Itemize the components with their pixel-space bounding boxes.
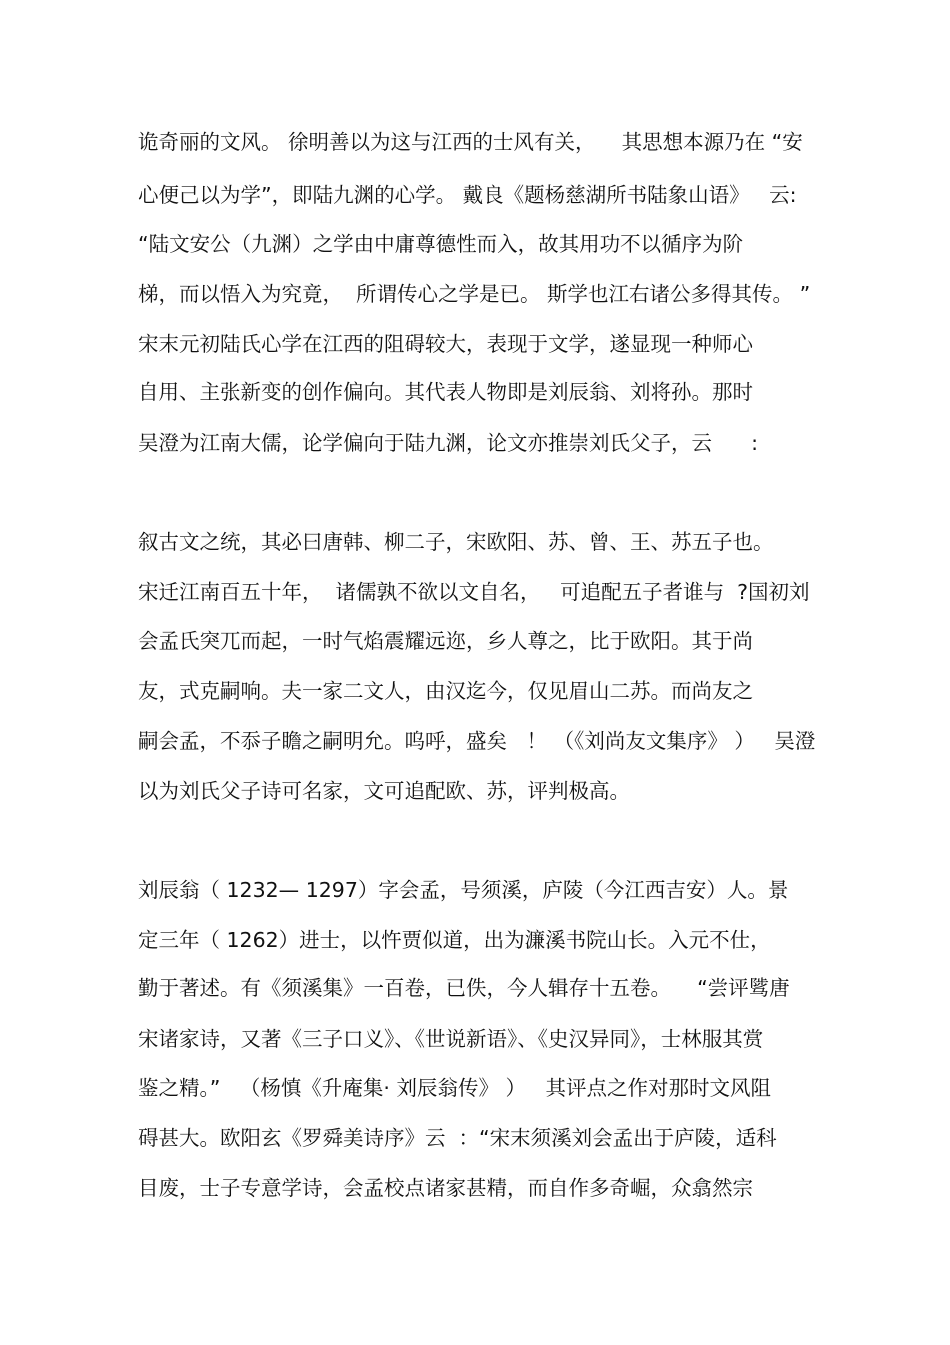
- text-line: 宋末元初陆氏心学在江西的阻碍较大，表现于文学，遂显现一种师心: [138, 332, 753, 356]
- text-line: 以为刘氏父子诗可名家，文可追配欧、苏，评判极高。: [138, 779, 630, 803]
- text-line: 诡奇丽的文风。 徐明善以为这与江西的士风有关， 其思想本源乃在 “安: [138, 130, 803, 154]
- text-line: 鉴之精。” （杨慎《升庵集· 刘辰翁传》 ） 其评点之作对那时文风阻: [138, 1076, 772, 1100]
- text-line: 勤于著述。有《须溪集》一百卷，已佚，今人辑存十五卷。 “尝评骘唐: [138, 976, 790, 1000]
- text-line: 目废，士子专意学诗，会孟校点诸家甚精，而自作多奇崛，众翕然宗: [138, 1176, 753, 1200]
- text-line: 自用、主张新变的创作偏向。其代表人物即是刘辰翁、刘将孙。那时: [138, 380, 753, 404]
- text-line: 吴澄为江南大儒，论学偏向于陆九渊，论文亦推崇刘氏父子，云 :: [138, 431, 759, 455]
- text-line: 定三年（ 1262）进士，以忤贾似道，出为濂溪书院山长。入元不仕，: [138, 928, 771, 952]
- text-line: 会孟氏突兀而起，一时气焰震耀远迩，乡人尊之，比于欧阳。其于尚: [138, 629, 753, 653]
- text-line: 心便己以为学”，即陆九渊的心学。 戴良《题杨慈湖所书陆象山语》 云:: [138, 183, 797, 207]
- text-line: 梯，而以悟入为究竟， 所谓传心之学是已。 斯学也江右诸公多得其传。 ”: [138, 282, 811, 306]
- text-line: 嗣会孟，不忝子瞻之嗣明允。呜呼，盛矣 ！ （《刘尚友文集序》 ） 吴澄: [138, 729, 816, 753]
- text-line: 碍甚大。欧阳玄《罗舜美诗序》云 ：“宋末须溪刘会孟出于庐陵，适科: [138, 1126, 777, 1150]
- text-line: 友，式克嗣响。夫一家二文人，由汉迄今，仅见眉山二苏。而尚友之: [138, 679, 753, 703]
- text-line: 叙古文之统，其必曰唐韩、柳二子，宋欧阳、苏、曾、王、苏五子也。: [138, 530, 774, 554]
- text-line: 刘辰翁（ 1232— 1297）字会孟，号须溪，庐陵（今江西吉安）人。景: [138, 878, 789, 902]
- text-line: 宋诸家诗，又著《三子口义》、《世说新语》、《史汉异同》，士林服其赏: [138, 1027, 764, 1051]
- text-line: “陆文安公（九渊）之学由中庸尊德性而入，故其用功不以循序为阶: [138, 232, 744, 256]
- text-line: 宋迁江南百五十年， 诸儒孰不欲以文自名， 可追配五子者谁与 ?国初刘: [138, 580, 810, 604]
